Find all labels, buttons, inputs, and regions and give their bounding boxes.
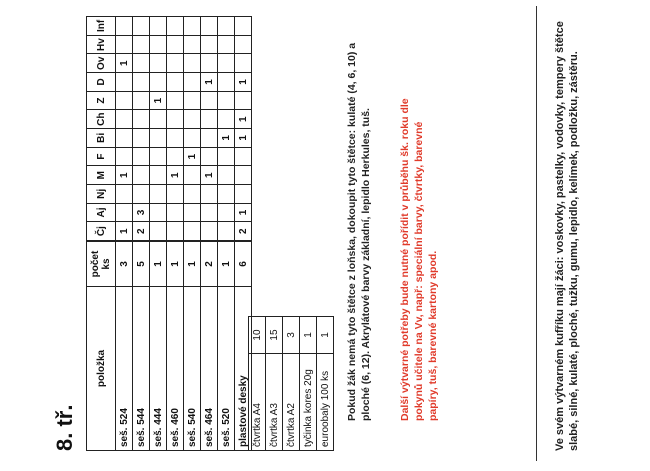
subject-count <box>235 147 252 166</box>
item-qty: 5 <box>133 242 150 287</box>
subject-count <box>116 17 133 36</box>
divider-line <box>536 6 537 461</box>
item-qty: 2 <box>201 242 218 287</box>
subject-header: Z <box>87 91 116 110</box>
paper-qty: 1 <box>300 317 317 354</box>
subject-count <box>150 203 167 222</box>
subject-count <box>218 203 235 222</box>
subject-count <box>235 185 252 204</box>
subject-header: F <box>87 147 116 166</box>
items-body <box>116 242 252 451</box>
subject-count <box>184 17 201 36</box>
table-row <box>300 317 317 451</box>
table-row <box>201 242 218 451</box>
subject-header: Hv <box>87 35 116 54</box>
item-name: seš. 540 <box>184 287 201 451</box>
subject-header: Ch <box>87 110 116 129</box>
subject-count <box>133 91 150 110</box>
paper-name: euroobaly 100 ks <box>317 354 334 451</box>
subject-count <box>133 35 150 54</box>
subject-count <box>184 35 201 54</box>
subject-header: Nj <box>87 185 116 204</box>
table-row <box>150 17 167 241</box>
subject-count: 1 <box>235 73 252 92</box>
subject-count <box>167 54 184 73</box>
table-row <box>116 242 133 451</box>
paper-name: čtvrtka A3 <box>266 354 283 451</box>
paper-table <box>248 316 334 451</box>
subject-count <box>116 73 133 92</box>
subject-count <box>201 129 218 148</box>
table-row <box>317 317 334 451</box>
subject-count <box>116 129 133 148</box>
table-row <box>201 17 218 241</box>
table-row <box>184 17 201 241</box>
subject-count: 1 <box>235 203 252 222</box>
subject-count <box>150 185 167 204</box>
paper-qty: 1 <box>317 317 334 354</box>
subject-count <box>133 17 150 36</box>
subject-count: 1 <box>184 147 201 166</box>
subject-count <box>184 185 201 204</box>
subject-count <box>133 129 150 148</box>
item-qty: 1 <box>167 242 184 287</box>
header-pocet: počet ks <box>87 242 116 287</box>
subject-header: Aj <box>87 203 116 222</box>
subject-count <box>116 35 133 54</box>
subject-count: 2 <box>235 222 252 241</box>
item-qty: 3 <box>116 242 133 287</box>
subject-count <box>201 110 218 129</box>
subject-header: Inf <box>87 17 116 36</box>
subject-count: 1 <box>150 91 167 110</box>
subject-count <box>201 54 218 73</box>
subject-count <box>218 17 235 36</box>
subject-header: Čj <box>87 222 116 241</box>
subject-count <box>133 54 150 73</box>
subject-count: 1 <box>235 129 252 148</box>
subject-count <box>235 17 252 36</box>
items-table <box>86 241 252 451</box>
item-name: seš. 524 <box>116 287 133 451</box>
subject-count <box>150 54 167 73</box>
subject-count <box>184 54 201 73</box>
subject-count <box>184 129 201 148</box>
table-row <box>218 242 235 451</box>
art-case-note: Ve svém výtvarném kufříku mají žáci: voskovky, pastelky, vodovky, tempery štětce slabé, silné, kulaté, ploché, tužku, gumu, lepidlo, kelímek, podložku, zástěru. <box>554 21 580 451</box>
subject-count <box>133 147 150 166</box>
subject-count <box>167 129 184 148</box>
item-qty: 1 <box>218 242 235 287</box>
table-row <box>283 317 300 451</box>
brushes-note: Pokud žák nemá tyto štětce z loňska, dokoupit tyto štětce: kulaté (4, 6, 10) a ploché (6, 12). Akrylátové barvy základní, lepidlo Herkules, tuš. <box>346 42 372 421</box>
subject-count <box>218 185 235 204</box>
table-row <box>150 242 167 451</box>
subject-count: 1 <box>201 73 218 92</box>
subject-count <box>116 203 133 222</box>
subject-count <box>218 91 235 110</box>
table-row <box>167 17 184 241</box>
subject-count <box>150 73 167 92</box>
subject-count <box>235 166 252 185</box>
page-title: 8. tř. <box>52 404 77 451</box>
item-name: plastové desky <box>235 287 252 451</box>
subjects-header-row <box>87 17 116 241</box>
subject-count <box>235 91 252 110</box>
subject-count <box>218 54 235 73</box>
subject-count <box>201 147 218 166</box>
subject-count <box>150 129 167 148</box>
subject-count <box>218 222 235 241</box>
table-row <box>133 242 150 451</box>
paper-body <box>249 317 334 451</box>
subject-header: Ov <box>87 54 116 73</box>
item-qty: 1 <box>184 242 201 287</box>
subject-count <box>184 91 201 110</box>
subject-count <box>167 35 184 54</box>
subjects-table <box>86 16 252 241</box>
subject-count <box>201 17 218 36</box>
paper-qty: 3 <box>283 317 300 354</box>
subject-count: 1 <box>218 129 235 148</box>
subject-count <box>133 110 150 129</box>
subject-count <box>116 185 133 204</box>
subject-count: 1 <box>116 166 133 185</box>
table-row <box>133 17 150 241</box>
subject-count <box>167 110 184 129</box>
subject-count <box>218 166 235 185</box>
table-row <box>235 17 252 241</box>
subject-count <box>150 147 167 166</box>
paper-name: tyčinka kores 20g <box>300 354 317 451</box>
item-qty: 1 <box>150 242 167 287</box>
table-row <box>218 17 235 241</box>
subject-count <box>150 35 167 54</box>
paper-qty: 15 <box>266 317 283 354</box>
subject-count <box>184 222 201 241</box>
item-name: seš. 464 <box>201 287 218 451</box>
subject-header: Bi <box>87 129 116 148</box>
subject-count <box>133 166 150 185</box>
subject-count <box>133 185 150 204</box>
subject-count <box>235 54 252 73</box>
subject-count <box>167 73 184 92</box>
subject-count <box>201 222 218 241</box>
table-row <box>116 17 133 241</box>
item-name: seš. 460 <box>167 287 184 451</box>
subject-count <box>150 17 167 36</box>
subject-count <box>116 147 133 166</box>
subject-count <box>167 185 184 204</box>
subject-count <box>167 91 184 110</box>
subject-count <box>167 147 184 166</box>
item-qty: 6 <box>235 242 252 287</box>
subject-count: 1 <box>116 54 133 73</box>
subject-count <box>184 110 201 129</box>
subject-count <box>116 91 133 110</box>
subject-count: 1 <box>116 222 133 241</box>
table-row <box>184 242 201 451</box>
subject-count <box>218 110 235 129</box>
paper-qty: 10 <box>249 317 266 354</box>
subject-count <box>184 203 201 222</box>
table-row <box>249 317 266 451</box>
table-row <box>266 317 283 451</box>
subject-count <box>218 35 235 54</box>
subject-header: D <box>87 73 116 92</box>
subject-count <box>218 73 235 92</box>
table-row <box>167 242 184 451</box>
subject-count <box>201 91 218 110</box>
subject-count <box>235 35 252 54</box>
subject-count <box>116 110 133 129</box>
item-name: seš. 520 <box>218 287 235 451</box>
subject-count <box>150 110 167 129</box>
header-polozka: položka <box>87 287 116 451</box>
subject-count <box>201 35 218 54</box>
subject-count: 1 <box>201 166 218 185</box>
paper-name: čtvrtka A2 <box>283 354 300 451</box>
paper-name: čtvrtka A4 <box>249 354 266 451</box>
subject-count <box>167 17 184 36</box>
subject-count <box>150 166 167 185</box>
item-name: seš. 444 <box>150 287 167 451</box>
subject-count <box>184 166 201 185</box>
subject-count <box>167 203 184 222</box>
subject-count: 1 <box>235 110 252 129</box>
subject-count <box>133 73 150 92</box>
subject-count: 1 <box>167 166 184 185</box>
subject-count: 3 <box>133 203 150 222</box>
subject-count <box>150 222 167 241</box>
subject-count <box>184 73 201 92</box>
item-name: seš. 544 <box>133 287 150 451</box>
subject-header: M <box>87 166 116 185</box>
subject-count <box>201 203 218 222</box>
subject-count <box>218 147 235 166</box>
subject-count: 2 <box>133 222 150 241</box>
art-supplies-note: Další výtvarné potřeby bude nutné pořídit v průběhu šk. roku dle pokynů učitele na Vv, např: speciální barvy, čtvrtky, barevné papíry, tuš, barevné kartony apod. <box>399 98 439 421</box>
subject-count <box>201 185 218 204</box>
subject-count <box>167 222 184 241</box>
